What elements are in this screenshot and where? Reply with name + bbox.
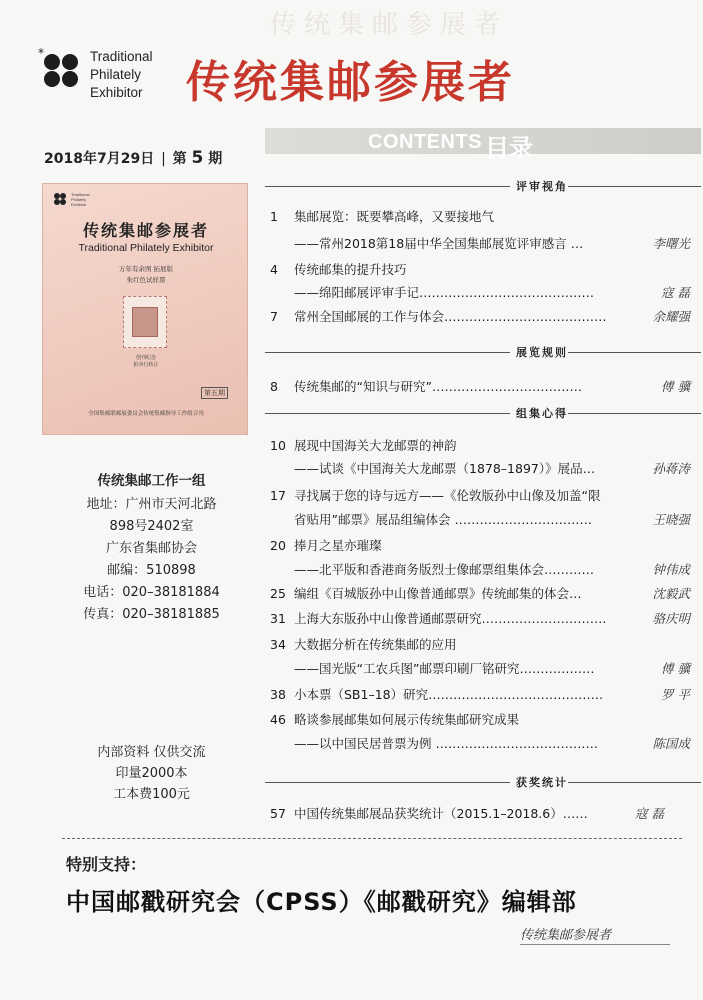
- logo-line-1: Traditional: [90, 49, 153, 64]
- toc-entry[interactable]: [270, 511, 690, 528]
- support-organization: 中国邮戳研究会（CPSS）《邮戳研究》编辑部: [66, 888, 577, 916]
- toc-author: 王晓强: [652, 512, 690, 527]
- cover-thumbnail: [42, 183, 248, 435]
- masthead-ghost-text: 传统集邮参展者: [270, 10, 509, 40]
- info-postcode: 邮编：510898: [107, 563, 196, 578]
- cover-line: 朱红色试样票: [126, 276, 166, 284]
- toc-title: 小本票（SB1–18）研究……………………………………: [294, 687, 604, 702]
- contents-chinese: 目录: [485, 134, 533, 162]
- toc-entry[interactable]: [270, 660, 690, 677]
- toc-entry[interactable]: [270, 711, 690, 728]
- section-rule: [265, 413, 701, 414]
- toc-author: 寇 磊: [661, 285, 690, 300]
- toc-title: ——北平版和香港商务版烈士像邮票组集体会…………: [294, 562, 595, 577]
- section-rule: [265, 352, 701, 353]
- info-address: 地址：广州市天河北路: [86, 497, 217, 512]
- toc-author: 寇 磊: [635, 806, 664, 821]
- bottom-dashed-rule: [62, 838, 682, 839]
- logo-line-2: Philately: [90, 67, 142, 82]
- svg-text:*: *: [38, 46, 44, 60]
- toc-page: 7: [270, 309, 278, 324]
- info-org: 广东省集邮协会: [105, 541, 197, 556]
- toc-title: 省贴用”邮票》展品组编体会 ……………………………: [294, 512, 592, 527]
- section-rule: [265, 782, 701, 783]
- toc-entry[interactable]: [270, 235, 690, 252]
- toc-author: 傅 骥: [661, 379, 690, 394]
- info-fax: 传真：020–38181885: [83, 607, 220, 622]
- toc-title: 大数据分析在传统集邮的应用: [294, 637, 457, 652]
- toc-page: 4: [270, 262, 278, 277]
- toc-entry[interactable]: [270, 308, 690, 325]
- toc-title: 常州全国邮展的工作与体会…………………………………: [294, 309, 607, 324]
- cover-line: 万年有余图 拓展版: [118, 265, 174, 273]
- cover-issue-badge: 第五期: [201, 387, 228, 399]
- support-label: 特别支持：: [66, 855, 147, 874]
- cover-subtitle: Traditional Philately Exhibitor: [78, 242, 214, 254]
- issue-line: [44, 148, 222, 168]
- toc-entry[interactable]: [270, 805, 690, 822]
- toc-title: 展现中国海关大龙邮票的神韵: [294, 438, 457, 453]
- toc-title: 寻找属于您的诗与远方——《伦敦版孙中山像及加盖“限: [294, 488, 601, 503]
- cover-stamp-image: [123, 296, 167, 348]
- issue-date: 2018年7月29日: [44, 151, 155, 167]
- toc-entry[interactable]: [270, 537, 690, 554]
- print-note-2: 印量2000本: [115, 766, 188, 781]
- toc-page: 57: [270, 806, 286, 821]
- section-title: 组集心得: [510, 405, 568, 421]
- toc-title: 传统邮集的提升技巧: [294, 262, 407, 277]
- toc-entry[interactable]: [270, 561, 690, 578]
- toc-title: ——以中国民居普票为例 …………………………………: [294, 736, 598, 751]
- toc-author: 钟伟成: [652, 562, 690, 577]
- print-note-1: 内部资料 仅供交流: [97, 745, 206, 760]
- toc-page: 10: [270, 438, 286, 453]
- section-title: 展览规则: [510, 344, 568, 360]
- toc-page: 17: [270, 488, 286, 503]
- cover-title: 传统集邮参展者: [82, 221, 209, 240]
- toc-author: 陈国成: [652, 736, 690, 751]
- cover-small-line: 拍卖行转让: [133, 362, 159, 368]
- toc-author: 傅 骥: [661, 661, 690, 676]
- toc-title: ——绵阳邮展评审手记……………………………………: [294, 285, 595, 300]
- toc-author: 余耀强: [652, 309, 690, 324]
- cover-logo-line: Traditional: [71, 192, 90, 197]
- toc-entry[interactable]: [270, 460, 690, 477]
- toc-entry[interactable]: [270, 610, 690, 627]
- toc-title: 集邮展览：既要攀高峰，又要接地气: [294, 209, 495, 224]
- toc-author: 孙蒋涛: [652, 461, 690, 476]
- toc-title: 传统集邮的“知识与研究”………………………………: [294, 379, 582, 394]
- toc-page: 1: [270, 209, 278, 224]
- toc-title: ——试谈《中国海关大龙邮票（1878–1897）》展品…: [294, 461, 596, 476]
- toc-page: 46: [270, 712, 286, 727]
- masthead-title: 传统集邮参展者: [186, 57, 515, 108]
- toc-entry[interactable]: [270, 208, 690, 225]
- contents-english: CONTENTS: [368, 131, 482, 153]
- issue-number: 5: [191, 148, 204, 168]
- toc-entry[interactable]: [270, 261, 690, 278]
- toc-author: 罗 平: [661, 687, 690, 702]
- clover-logo-icon: [38, 46, 84, 92]
- print-note-3: 工本费100元: [113, 787, 190, 802]
- toc-page: 34: [270, 637, 286, 652]
- toc-page: 20: [270, 538, 286, 553]
- cover-logo-text: [71, 192, 90, 207]
- toc-author: 沈毅武: [652, 586, 690, 601]
- toc-title: 编组《百城版孙中山像普通邮票》传统邮集的体会…: [294, 586, 582, 601]
- toc-title: ——常州2018第18届中华全国集邮展览评审感言 …: [294, 236, 584, 251]
- toc-title: 中国传统集邮展品获奖统计（2015.1–2018.6）……: [294, 806, 588, 821]
- toc-entry[interactable]: [270, 378, 690, 395]
- toc-entry[interactable]: [270, 487, 690, 504]
- toc-author: 骆庆明: [652, 611, 690, 626]
- section-title: 评审视角: [510, 178, 568, 194]
- issue-prefix: 第: [172, 151, 187, 167]
- toc-entry[interactable]: [270, 686, 690, 703]
- toc-title: 上海大东版孙中山像普通邮票研究…………………………: [294, 611, 607, 626]
- section-rule: [265, 186, 701, 187]
- logo-english-text: [90, 48, 153, 102]
- toc-author: 李曙光: [652, 236, 690, 251]
- toc-entry[interactable]: [270, 585, 690, 602]
- info-head: 传统集邮工作一组: [97, 473, 206, 489]
- issue-separator: |: [161, 151, 166, 167]
- cover-small-line: 创刊纪念: [135, 355, 156, 361]
- contents-bar: [265, 128, 701, 154]
- print-info: [44, 742, 259, 805]
- cover-logo-line: Exhibitor: [71, 202, 87, 207]
- info-address-2: 898号2402室: [109, 519, 194, 534]
- toc-page: 31: [270, 611, 286, 626]
- toc-page: 38: [270, 687, 286, 702]
- toc-title: ——国光版“工农兵图”邮票印刷厂铭研究………………: [294, 661, 595, 676]
- toc-entry[interactable]: [270, 636, 690, 653]
- cover-logo-line: Philately: [71, 197, 87, 202]
- signature-text: 传统集邮参展者: [520, 928, 612, 943]
- toc-title: 略谈参展邮集如何展示传统集邮研究成果: [294, 712, 520, 727]
- toc-entry[interactable]: [270, 735, 690, 752]
- toc-entry[interactable]: [270, 437, 690, 454]
- toc-title: 捧月之星亦璀璨: [294, 538, 382, 553]
- cover-footer: 全国集邮联邮展委员会传统集邮指导工作组合刊: [88, 411, 204, 417]
- logo-line-3: Exhibitor: [90, 85, 143, 100]
- cover-clover-icon: [53, 192, 67, 206]
- signature-underline: [520, 944, 670, 945]
- toc-entry[interactable]: [270, 284, 690, 301]
- info-phone: 电话：020–38181884: [83, 585, 220, 600]
- contact-info: [44, 470, 259, 626]
- section-title: 获奖统计: [510, 774, 568, 790]
- toc-page: 8: [270, 379, 278, 394]
- toc-page: 25: [270, 586, 286, 601]
- issue-suffix: 期: [208, 151, 223, 167]
